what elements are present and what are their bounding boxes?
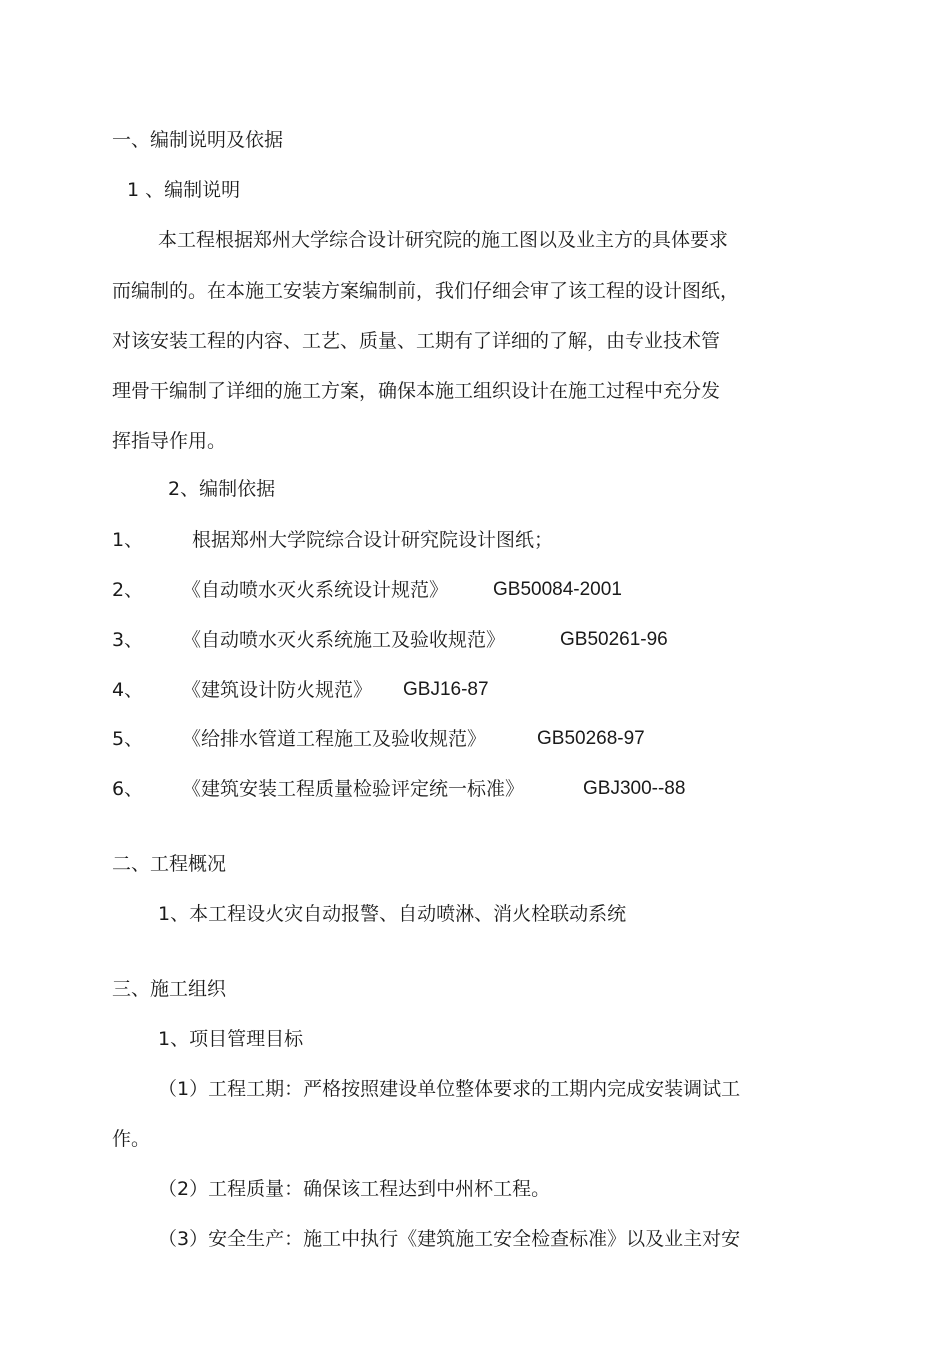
- basis-title: 《建筑安装工程质量检验评定统一标准》: [182, 778, 525, 800]
- basis-code: GB50268-97: [537, 728, 645, 749]
- basis-title: 《给排水管道工程施工及验收规范》: [182, 728, 487, 750]
- section-2-heading: 二、工程概况: [112, 853, 227, 875]
- paragraph-line: 而编制的。在本施工安装方案编制前，我们仔细会审了该工程的设计图纸，: [112, 280, 740, 302]
- basis-number: 5、: [112, 728, 144, 750]
- section-2-item: 1、本工程设火灾自动报警、自动喷淋、消火栓联动系统: [158, 903, 627, 925]
- goal-schedule-line: （1）工程工期：严格按照建设单位整体要求的工期内完成安装调试工: [158, 1078, 741, 1100]
- basis-number: 6、: [112, 778, 144, 800]
- section-3-1-heading: 1、项目管理目标: [158, 1028, 304, 1050]
- basis-title: 《自动喷水灭火系统设计规范》: [182, 579, 449, 601]
- basis-number: 2、: [112, 579, 144, 601]
- goal-quality: （2）工程质量：确保该工程达到中州杯工程。: [158, 1178, 551, 1200]
- section-1-heading: 一、编制说明及依据: [112, 129, 284, 151]
- paragraph-line: 本工程根据郑州大学综合设计研究院的施工图以及业主方的具体要求: [158, 229, 729, 251]
- basis-code: GB50084-2001: [493, 579, 622, 600]
- basis-title: 《自动喷水灭火系统施工及验收规范》: [182, 629, 506, 651]
- paragraph-line: 理骨干编制了详细的施工方案，确保本施工组织设计在施工过程中充分发: [112, 380, 721, 402]
- section-3-heading: 三、施工组织: [112, 978, 227, 1000]
- basis-code: GBJ16-87: [403, 679, 489, 700]
- basis-title: 根据郑州大学院综合设计研究院设计图纸；: [192, 529, 554, 551]
- section-1-1-heading: 1 、编制说明: [127, 179, 241, 201]
- section-1-2-heading: 2、编制依据: [168, 478, 276, 500]
- basis-title: 《建筑设计防火规范》: [182, 679, 373, 701]
- paragraph-line: 挥指导作用。: [112, 430, 227, 452]
- basis-number: 1、: [112, 529, 144, 551]
- goal-schedule-line: 作。: [112, 1128, 151, 1150]
- goal-safety: （3）安全生产：施工中执行《建筑施工安全检查标准》以及业主对安: [158, 1228, 741, 1250]
- paragraph-line: 对该安装工程的内容、工艺、质量、工期有了详细的了解，由专业技术管: [112, 330, 721, 352]
- basis-code: GB50261-96: [560, 629, 668, 650]
- basis-number: 3、: [112, 629, 144, 651]
- basis-number: 4、: [112, 679, 144, 701]
- basis-code: GBJ300--88: [583, 778, 686, 799]
